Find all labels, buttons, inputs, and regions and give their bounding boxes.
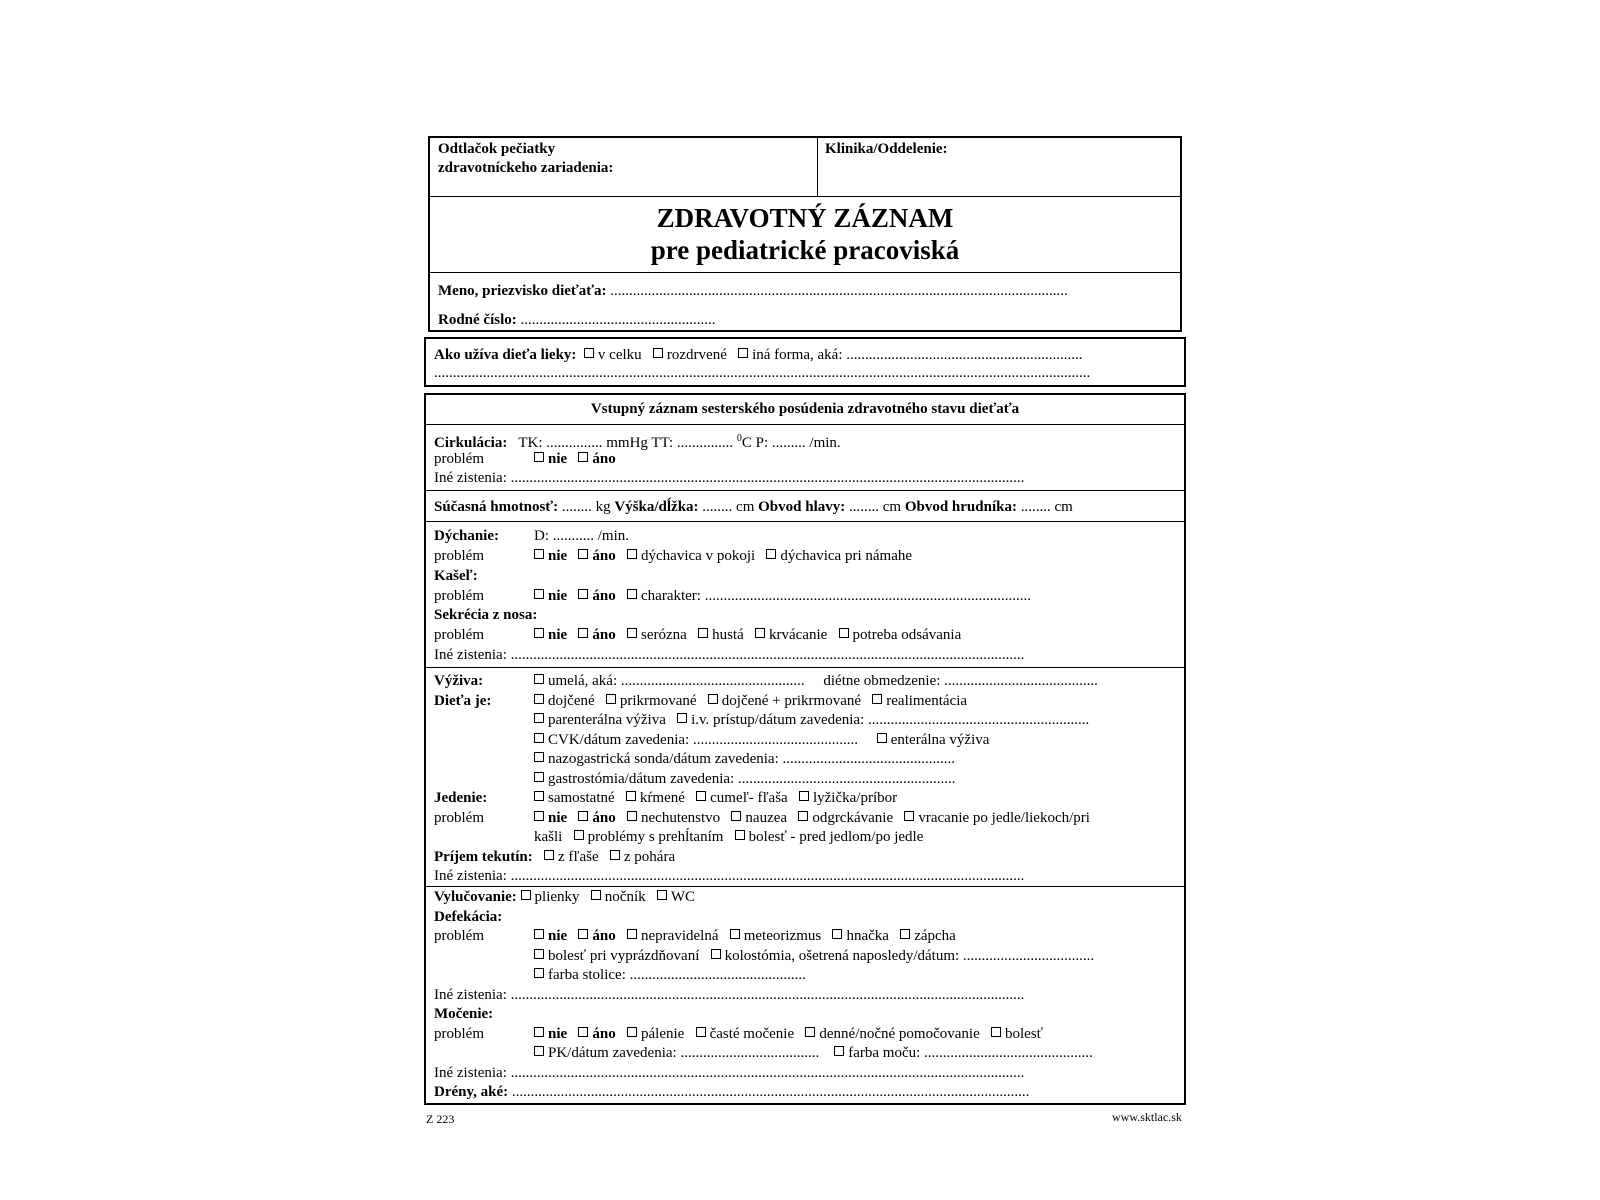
nasal-problem-label: problém	[434, 627, 484, 643]
checkbox-anorexia[interactable]	[627, 811, 637, 821]
birth-number-label: Rodné číslo:	[438, 312, 517, 328]
opt-diapers: plienky	[534, 889, 580, 905]
assessment-box	[424, 393, 1186, 1105]
form-title: ZDRAVOTNÝ ZÁZNAM	[656, 203, 954, 233]
other-findings-label: Iné zistenia:	[434, 1065, 507, 1081]
stamp-label	[438, 140, 613, 178]
chest-label: Obvod hrudníka:	[904, 499, 1017, 515]
opt-gastrostomy: gastrostómia/dátum zavedenia: ..........................................................	[548, 771, 956, 787]
checkbox-bleeding[interactable]	[755, 628, 765, 638]
checkbox-meal-pain[interactable]	[735, 830, 745, 840]
opt-iv-access: i.v. prístup/dátum zavedenia: ...........................................................	[691, 712, 1090, 728]
breathing-options	[534, 546, 912, 566]
drains-dots: ..........................................................................................................................................	[511, 1084, 1030, 1100]
checkbox-dyspnea-rest[interactable]	[627, 549, 637, 559]
checkbox-eat-no[interactable]	[534, 811, 544, 821]
opt-burning: pálenie	[641, 1026, 685, 1042]
nutrition-row2	[534, 691, 967, 711]
other-findings-dots: .........................................................................................................................................	[510, 1065, 1025, 1081]
divider	[426, 521, 1184, 522]
diet-restriction: diétne obmedzenie: .........................................	[823, 673, 1098, 689]
checkbox-enteral[interactable]	[877, 733, 887, 743]
height-label: Výška/dĺžka:	[614, 499, 699, 515]
opt-yes: áno	[592, 627, 616, 643]
checkbox-frequent[interactable]	[696, 1027, 706, 1037]
opt-vomiting-cont: kašli	[534, 829, 563, 845]
checkbox-dyspnea-effort[interactable]	[766, 549, 776, 559]
nutrition-row1	[534, 671, 1098, 691]
other-findings-dots: .........................................................................................................................................	[510, 470, 1025, 486]
fluid-intake-row	[434, 847, 675, 867]
excretion-label: Vylučovanie:	[434, 889, 517, 905]
opt-cough-character: charakter: .......................................................................................	[641, 588, 1031, 604]
checkbox-potty[interactable]	[591, 890, 601, 900]
opt-supplemented: prikrmované	[619, 693, 697, 709]
checkbox-cough-character[interactable]	[627, 589, 637, 599]
eating-problem-row2	[534, 827, 923, 847]
other-findings-label: Iné zistenia:	[434, 987, 507, 1003]
checkbox-burning[interactable]	[627, 1027, 637, 1037]
opt-no: nie	[548, 627, 568, 643]
nutrition-row4	[534, 730, 989, 750]
opt-formula: umelá, aká: .................................................	[548, 673, 805, 689]
opt-dyspnea-rest: dýchavica v pokoji	[641, 548, 756, 564]
form-code: Z 223	[426, 1112, 455, 1126]
opt-independent: samostatné	[548, 790, 615, 806]
opt-other-form: iná forma, aká: ...............................................................	[752, 347, 1083, 363]
nutrition-row5	[534, 749, 955, 769]
urination-problem-label: problém	[434, 1026, 484, 1042]
circulation-measures2: C P: ......... /min.	[741, 435, 841, 451]
checkbox-enuresis[interactable]	[805, 1027, 815, 1037]
opt-serous: serózna	[641, 627, 687, 643]
checkbox-thick[interactable]	[698, 628, 708, 638]
opt-bottle: cumeľ- fľaša	[710, 790, 788, 806]
nasal-options	[534, 625, 961, 645]
other-findings-dots: .........................................................................................................................................	[510, 987, 1025, 1003]
checkbox-vomiting[interactable]	[904, 811, 914, 821]
title-area	[430, 196, 1180, 273]
birth-number-dots: ....................................................	[520, 312, 716, 328]
checkbox-swallowing[interactable]	[574, 830, 584, 840]
eating-label: Jedenie:	[434, 790, 488, 806]
checkbox-constipation[interactable]	[900, 929, 910, 939]
stamp-label-line1: Odtlačok pečiatky	[438, 141, 556, 157]
checkbox-spoon[interactable]	[799, 791, 809, 801]
checkbox-other-form[interactable]	[738, 348, 748, 358]
opt-dyspnea-effort: dýchavica pri námahe	[780, 548, 913, 564]
divider	[426, 490, 1184, 491]
opt-enuresis: denné/nočné pomočovanie	[819, 1026, 980, 1042]
checkbox-suction[interactable]	[839, 628, 849, 638]
nutrition-label: Výživa:	[434, 673, 484, 689]
opt-yes: áno	[592, 548, 616, 564]
circulation-row	[434, 429, 841, 453]
checkbox-cough-no[interactable]	[534, 589, 544, 599]
opt-from-cup: z pohára	[623, 849, 676, 865]
circulation-problem-options	[534, 449, 616, 469]
breathing-problem-label: problém	[434, 548, 484, 564]
checkbox-breath-no[interactable]	[534, 549, 544, 559]
opt-irregular: nepravidelná	[641, 928, 719, 944]
weight-value: ........ kg	[558, 499, 615, 515]
other-findings-label: Iné zistenia:	[434, 470, 507, 486]
opt-crushed: rozdrvené	[666, 347, 727, 363]
opt-cvk: CVK/dátum zavedenia: ............................................	[548, 732, 858, 748]
eating-problem-row1	[534, 808, 1090, 828]
checkbox-cvk[interactable]	[534, 733, 544, 743]
checkbox-fed[interactable]	[626, 791, 636, 801]
checkbox-wc[interactable]	[657, 890, 667, 900]
form-subtitle: pre pediatrické pracoviská	[650, 235, 960, 265]
checkbox-catheter[interactable]	[534, 1046, 544, 1056]
checkbox-stool-color[interactable]	[534, 968, 544, 978]
checkbox-circ-yes[interactable]	[578, 452, 588, 462]
opt-no: nie	[548, 588, 568, 604]
opt-urine-color: farba moču: .............................................	[848, 1045, 1093, 1061]
opt-nausea: nauzea	[745, 810, 788, 826]
opt-urine-pain: bolesť	[1004, 1026, 1044, 1042]
opt-vomiting: vracanie po jedle/liekoch/pri	[918, 810, 1090, 826]
opt-defecation-pain: bolesť pri vyprázdňovaní	[548, 948, 700, 964]
opt-no: nie	[548, 810, 568, 826]
checkbox-diarrhea[interactable]	[832, 929, 842, 939]
opt-stool-color: farba stolice: ...............................................	[548, 967, 806, 983]
clinic-label: Klinika/Oddelenie:	[825, 141, 948, 157]
measurements-row	[434, 497, 1073, 517]
checkbox-meteorism[interactable]	[730, 929, 740, 939]
weight-label: Súčasná hmotnosť:	[434, 499, 559, 515]
child-name-dots: ..........................................................................................................................	[610, 283, 1068, 299]
opt-from-bottle: z fľaše	[557, 849, 599, 865]
breathing-label: Dýchanie:	[434, 528, 499, 544]
checkbox-eat-yes[interactable]	[578, 811, 588, 821]
opt-enteral: enterálna výživa	[890, 732, 990, 748]
eating-row	[534, 788, 897, 808]
opt-swallowing: problémy s prehĺtaním	[587, 829, 724, 845]
opt-burping: odgrckávanie	[812, 810, 894, 826]
opt-diarrhea: hnačka	[846, 928, 889, 944]
urination-row1	[534, 1024, 1043, 1044]
opt-yes: áno	[592, 451, 616, 467]
opt-potty: nočník	[604, 889, 646, 905]
excretion-row	[434, 887, 695, 907]
checkbox-serous[interactable]	[627, 628, 637, 638]
opt-no: nie	[548, 928, 568, 944]
medication-box	[424, 337, 1186, 387]
checkbox-gastrostomy[interactable]	[534, 772, 544, 782]
checkbox-nose-no[interactable]	[534, 628, 544, 638]
opt-no: nie	[548, 548, 568, 564]
checkbox-iv-access[interactable]	[677, 713, 687, 723]
opt-wc: WC	[670, 889, 696, 905]
cough-options	[534, 586, 1031, 606]
opt-fed: kŕmené	[639, 790, 685, 806]
opt-realimentation: realimentácia	[886, 693, 968, 709]
opt-thick: hustá	[712, 627, 744, 643]
checkbox-urine-no[interactable]	[534, 1027, 544, 1037]
defecation-row2	[534, 946, 1094, 966]
opt-catheter: PK/dátum zavedenia: .....................................	[548, 1045, 820, 1061]
nutrition-other-findings	[434, 866, 1024, 886]
checkbox-urine-pain[interactable]	[991, 1027, 1001, 1037]
child-name-label: Meno, priezvisko dieťaťa:	[438, 283, 607, 299]
checkbox-from-cup[interactable]	[610, 850, 620, 860]
checkbox-nasogastric[interactable]	[534, 752, 544, 762]
checkbox-supplemented[interactable]	[606, 694, 616, 704]
opt-anorexia: nechutenstvo	[641, 810, 721, 826]
circulation-other-findings	[434, 468, 1024, 488]
checkbox-def-no[interactable]	[534, 929, 544, 939]
fluid-intake-label: Príjem tekutín:	[434, 849, 533, 865]
checkbox-urine-color[interactable]	[834, 1046, 844, 1056]
medication-line2: ...............................................................................................................................................................................	[434, 365, 1091, 381]
defecation-row3	[534, 965, 806, 985]
opt-yes: áno	[592, 810, 616, 826]
head-value: ........ cm	[845, 499, 905, 515]
height-value: ........ cm	[698, 499, 759, 515]
checkbox-nausea[interactable]	[731, 811, 741, 821]
checkbox-realimentation[interactable]	[872, 694, 882, 704]
opt-meteorism: meteorizmus	[743, 928, 822, 944]
opt-colostomy: kolostómia, ošetrená naposledy/dátum: ...................................	[724, 948, 1095, 964]
checkbox-bottle[interactable]	[696, 791, 706, 801]
opt-breastfed-supplemented: dojčené + prikrmované	[721, 693, 862, 709]
checkbox-def-yes[interactable]	[578, 929, 588, 939]
opt-suction: potreba odsávania	[852, 627, 962, 643]
degree-mark: 0	[736, 433, 742, 444]
opt-frequent: časté močenie	[709, 1026, 795, 1042]
checkbox-circ-no[interactable]	[534, 452, 544, 462]
checkbox-burping[interactable]	[798, 811, 808, 821]
opt-whole: v celku	[597, 347, 642, 363]
circulation-label: Cirkulácia:	[434, 435, 508, 451]
defecation-problem-label: problém	[434, 928, 484, 944]
other-findings-label: Iné zistenia:	[434, 647, 507, 663]
medication-row	[434, 345, 1082, 365]
divider	[426, 667, 1184, 668]
defecation-row1	[534, 926, 956, 946]
opt-parenteral: parenterálna výživa	[548, 712, 666, 728]
divider	[426, 424, 1184, 425]
assessment-title: Vstupný záznam sesterského posúdenia zdravotného stavu dieťaťa	[590, 401, 1020, 417]
opt-no: nie	[548, 1026, 568, 1042]
opt-yes: áno	[592, 928, 616, 944]
chest-value: ........ cm	[1016, 499, 1073, 515]
urination-label: Močenie:	[434, 1006, 494, 1022]
other-findings-dots: .........................................................................................................................................	[510, 647, 1025, 663]
other-findings-dots: .........................................................................................................................................	[510, 868, 1025, 884]
head-label: Obvod hlavy:	[758, 499, 846, 515]
checkbox-breastfed-supplemented[interactable]	[708, 694, 718, 704]
birth-number-field[interactable]	[438, 310, 716, 330]
checkbox-colostomy[interactable]	[711, 949, 721, 959]
defecation-label: Defekácia:	[434, 909, 503, 925]
opt-breastfed: dojčené	[548, 693, 595, 709]
opt-yes: áno	[592, 1026, 616, 1042]
checkbox-diapers[interactable]	[521, 890, 531, 900]
breathing-other-findings	[434, 645, 1024, 665]
circulation-measures: TK: ............... mmHg TT: ...............	[518, 435, 737, 451]
checkbox-formula[interactable]	[534, 674, 544, 684]
defecation-other-findings	[434, 985, 1024, 1005]
checkbox-breath-yes[interactable]	[578, 549, 588, 559]
checkbox-irregular[interactable]	[627, 929, 637, 939]
cough-problem-label: problém	[434, 588, 484, 604]
checkbox-independent[interactable]	[534, 791, 544, 801]
urination-other-findings	[434, 1063, 1024, 1083]
opt-spoon: lyžička/príbor	[812, 790, 898, 806]
opt-nasogastric: nazogastrická sonda/dátum zavedenia: ..............................................	[548, 751, 955, 767]
website: www.sktlac.sk	[1112, 1110, 1182, 1124]
urination-row2	[534, 1043, 1093, 1063]
circulation-problem-label: problém	[434, 451, 484, 467]
checkbox-defecation-pain[interactable]	[534, 949, 544, 959]
checkbox-from-bottle[interactable]	[544, 850, 554, 860]
child-name-field[interactable]	[438, 281, 1068, 301]
checkbox-crushed[interactable]	[653, 348, 663, 358]
header-divider	[817, 138, 818, 196]
medication-label: Ako užíva dieťa lieky:	[434, 347, 577, 363]
header-top-row	[430, 138, 1180, 197]
nutrition-row6	[534, 769, 955, 789]
drains-label: Drény, aké:	[434, 1084, 509, 1100]
opt-bleeding: krvácanie	[769, 627, 828, 643]
other-findings-label: Iné zistenia:	[434, 868, 507, 884]
nasal-secretion-label: Sekrécia z nosa:	[434, 607, 538, 623]
opt-yes: áno	[592, 588, 616, 604]
checkbox-breastfed[interactable]	[534, 694, 544, 704]
drains-row	[434, 1082, 1029, 1102]
eating-problem-label: problém	[434, 810, 484, 826]
checkbox-cough-yes[interactable]	[578, 589, 588, 599]
checkbox-nose-yes[interactable]	[578, 628, 588, 638]
child-is-label: Dieťa je:	[434, 693, 492, 709]
breathing-rate: D: ........... /min.	[534, 528, 630, 544]
checkbox-whole[interactable]	[584, 348, 594, 358]
opt-no: nie	[548, 451, 568, 467]
checkbox-urine-yes[interactable]	[578, 1027, 588, 1037]
opt-constipation: zápcha	[914, 928, 956, 944]
cough-label: Kašeľ:	[434, 568, 478, 584]
opt-meal-pain: bolesť - pred jedlom/po jedle	[748, 829, 924, 845]
stamp-label-line2: zdravotníckeho zariadenia:	[438, 160, 614, 176]
nutrition-row3	[534, 710, 1089, 730]
form-header	[428, 136, 1182, 332]
checkbox-parenteral[interactable]	[534, 713, 544, 723]
